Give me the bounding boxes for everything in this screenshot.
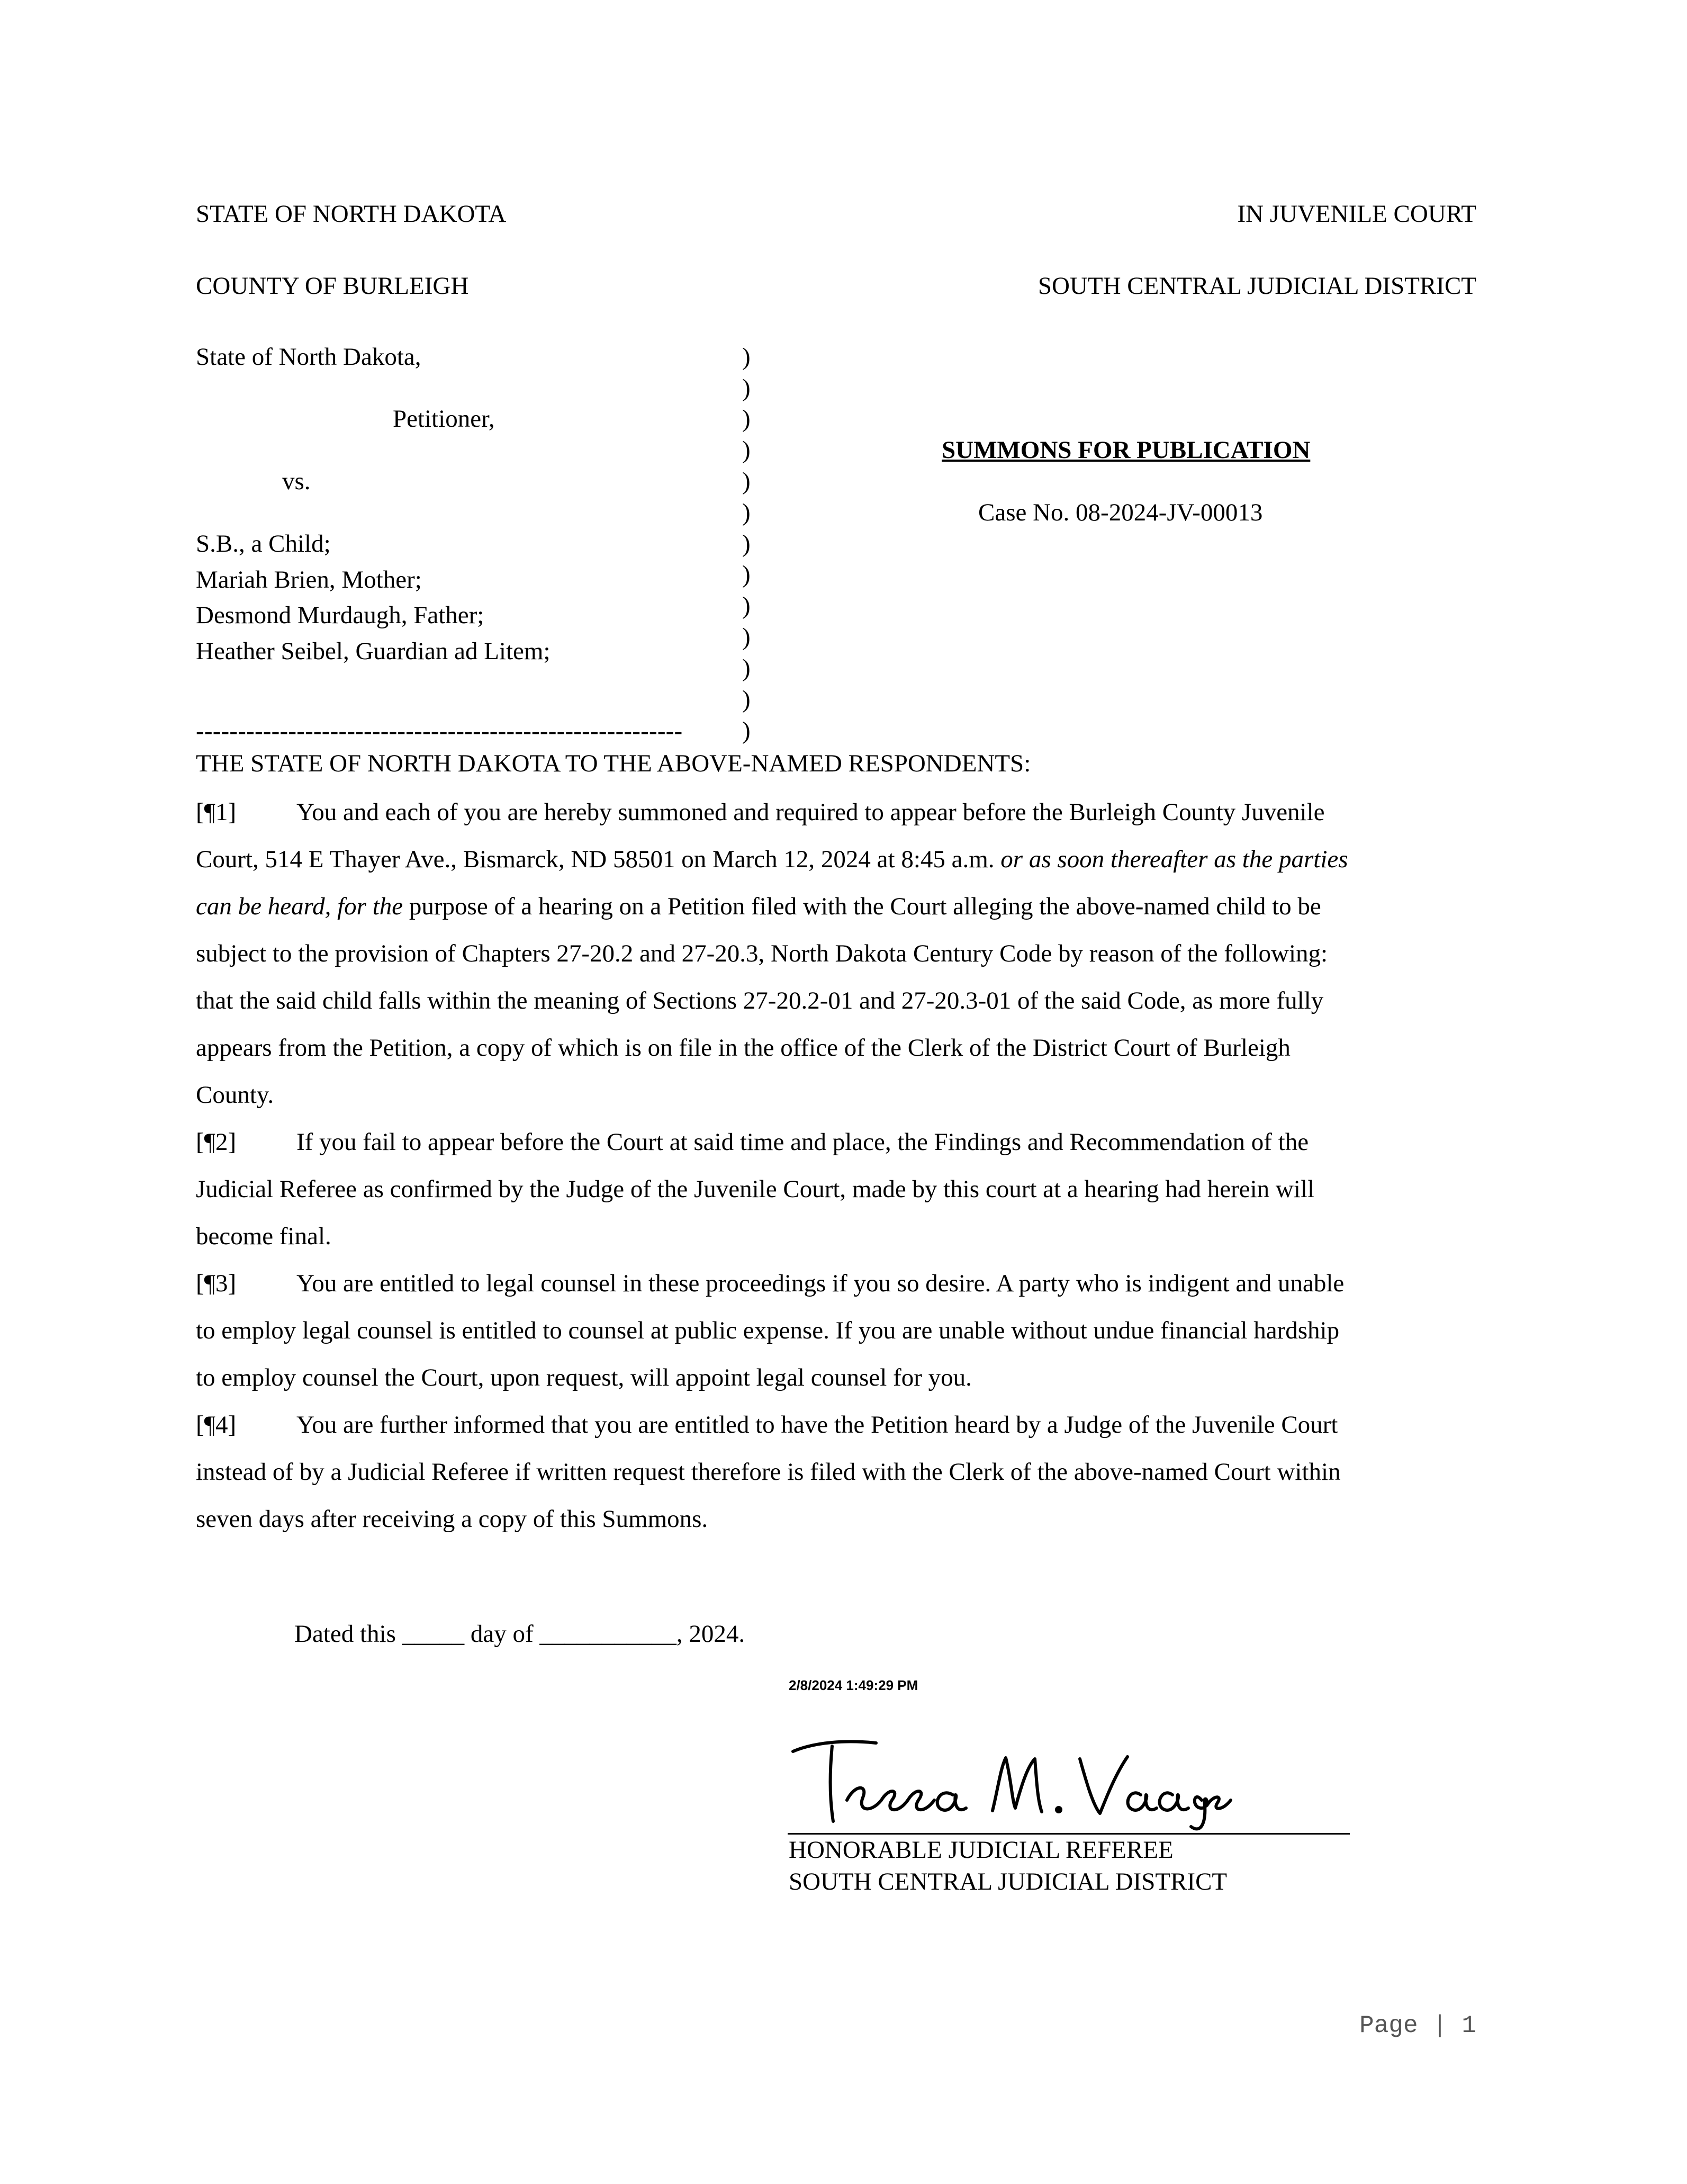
caption-paren: ) bbox=[742, 499, 751, 526]
caption-paren: ) bbox=[742, 374, 751, 402]
caption-respondent: Desmond Murdaugh, Father; bbox=[196, 601, 484, 629]
caption-respondent: Mariah Brien, Mother; bbox=[196, 566, 422, 594]
caption-paren: ) bbox=[742, 623, 751, 651]
paragraph-1: [¶1] You and each of you are hereby summoned and required to appear before the Burleigh County Juvenile Court, 514 E Thayer Ave., Bismarck, ND 58501 on March 12, 2024 at 8:45 a.m. or as soon thereafter as the parties can be heard, for the purpose of a hearing on a Petition filed with the Court alleging the above-named child to be subject to the provision of Chapters 27-20.2 and 27-20.3, North Dakota Century Code by reason of the following: that the said child falls within the meaning of Sections 27-20.2-01 and 27-20.3-01 of the said Code, as more fully appears from the Petition, a copy of which is on file in the office of the Clerk of the District Court of Burleigh County. bbox=[196, 789, 1476, 1119]
caption-paren: ) bbox=[742, 686, 751, 713]
caption-divider: ---------------------------------------------------------- bbox=[196, 717, 683, 745]
address-line: THE STATE OF NORTH DAKOTA TO THE ABOVE-NAMED RESPONDENTS: bbox=[196, 750, 1031, 777]
page-number: Page | 1 bbox=[1359, 2012, 1476, 2039]
paragraph-2: [¶2] If you fail to appear before the Court at said time and place, the Findings and Recommendation of the Judicial Referee as confirmed by the Judge of the Juvenile Court, made by this court at a hearing had herein will become final. bbox=[196, 1119, 1476, 1260]
caption-versus: vs. bbox=[282, 468, 311, 495]
caption-respondent: S.B., a Child; bbox=[196, 530, 331, 558]
caption-paren: ) bbox=[742, 405, 751, 433]
case-number: Case No. 08-2024-JV-00013 bbox=[978, 499, 1263, 526]
paragraph-number: [¶4] bbox=[196, 1411, 237, 1439]
paragraph-number: [¶1] bbox=[196, 798, 237, 826]
caption-paren: ) bbox=[742, 561, 751, 588]
paragraph-number: [¶2] bbox=[196, 1128, 237, 1156]
signature-line bbox=[788, 1833, 1350, 1835]
caption-paren: ) bbox=[742, 436, 751, 464]
handwritten-signature bbox=[783, 1721, 1239, 1837]
caption-paren: ) bbox=[742, 468, 751, 495]
caption-paren: ) bbox=[742, 717, 751, 744]
dated-line: Dated this _____ day of ___________, 2024. bbox=[294, 1620, 745, 1648]
caption-plaintiff-role: Petitioner, bbox=[393, 405, 495, 433]
county-heading: COUNTY OF BURLEIGH bbox=[196, 272, 469, 300]
caption-paren: ) bbox=[742, 592, 751, 619]
caption-respondent: Heather Seibel, Guardian ad Litem; bbox=[196, 637, 551, 665]
document-title: SUMMONS FOR PUBLICATION bbox=[942, 436, 1311, 464]
state-heading: STATE OF NORTH DAKOTA bbox=[196, 200, 507, 228]
caption-paren: ) bbox=[742, 530, 751, 558]
court-heading: IN JUVENILE COURT bbox=[1237, 200, 1476, 228]
signer-district: SOUTH CENTRAL JUDICIAL DISTRICT bbox=[789, 1868, 1228, 1895]
district-heading: SOUTH CENTRAL JUDICIAL DISTRICT bbox=[1038, 272, 1476, 300]
caption-paren: ) bbox=[742, 343, 751, 371]
paragraph-number: [¶3] bbox=[196, 1270, 237, 1297]
signer-title: HONORABLE JUDICIAL REFEREE bbox=[789, 1836, 1174, 1864]
caption-plaintiff: State of North Dakota, bbox=[196, 343, 421, 371]
caption-paren: ) bbox=[742, 654, 751, 682]
paragraph-4: [¶4] You are further informed that you are entitled to have the Petition heard by a Judge of the Juvenile Court instead of by a Judicial Referee if written request therefore is filed with the Clerk of the above-named Court within seven days after receiving a copy of this Summons. bbox=[196, 1401, 1476, 1543]
paragraph-3: [¶3] You are entitled to legal counsel in these proceedings if you so desire. A party who is indigent and unable to employ legal counsel is entitled to counsel at public expense. If you are unable without undue financial hardship to employ counsel the Court, upon request, will appoint legal counsel for you. bbox=[196, 1260, 1476, 1401]
signature-timestamp: 2/8/2024 1:49:29 PM bbox=[789, 1677, 918, 1693]
